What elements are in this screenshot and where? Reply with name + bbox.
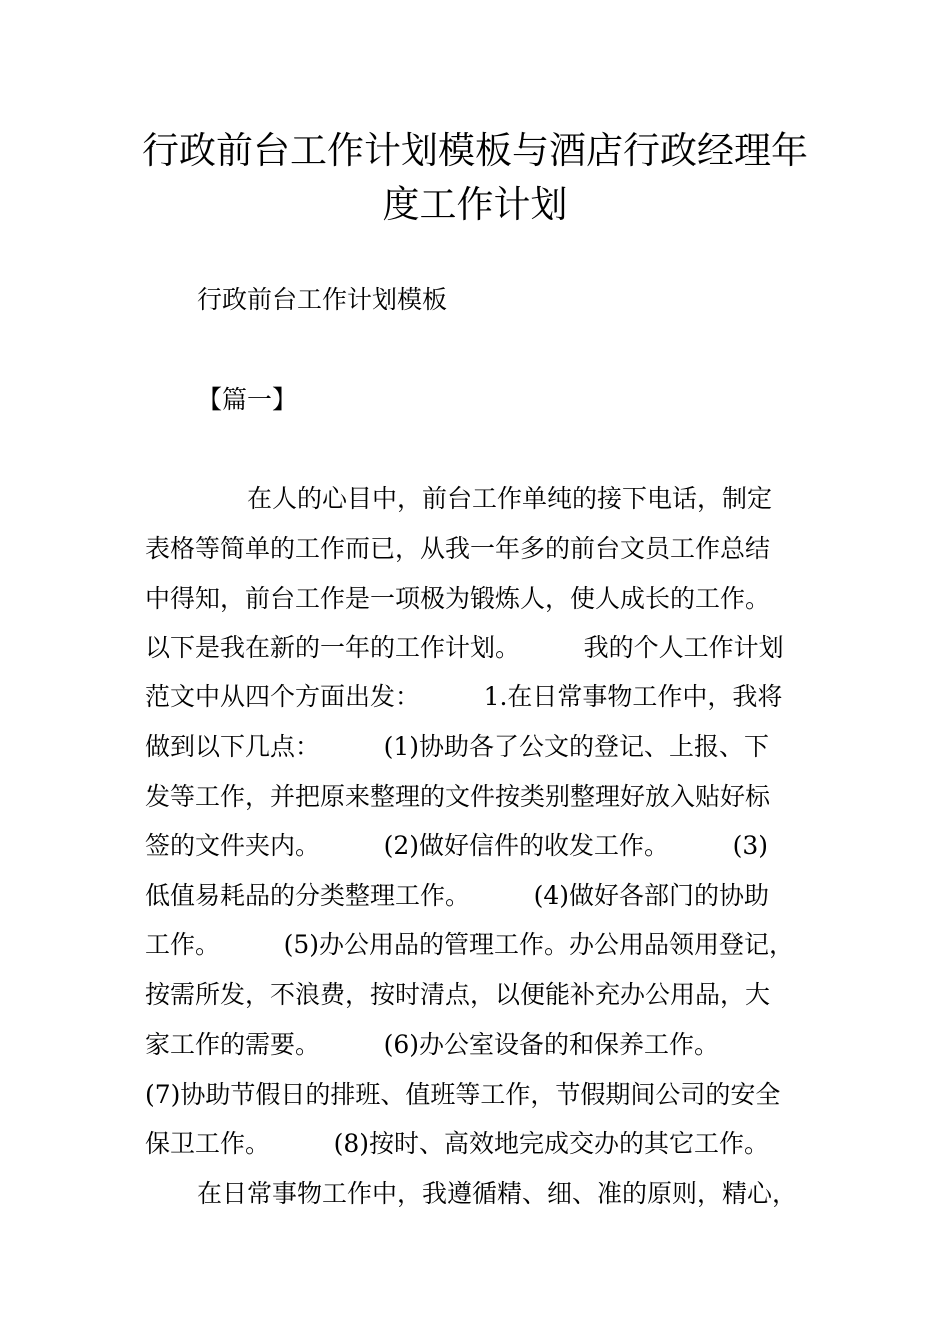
body-line: 签的文件夹内。 (2)做好信件的收发工作。 (3) — [145, 831, 768, 860]
body-line: 家工作的需要。 (6)办公室设备的和保养工作。 — [145, 1030, 719, 1059]
body-line: 范文中从四个方面出发： 1.在日常事物工作中，我将 — [145, 682, 783, 711]
document-title-line-2: 度工作计划 — [382, 183, 568, 226]
body-line: 做到以下几点： (1)协助各了公文的登记、上报、下 — [145, 732, 769, 761]
body-line: 表格等简单的工作而已，从我一年多的前台文员工作总结 — [145, 534, 771, 563]
body-line: 以下是我在新的一年的工作计划。 我的个人工作计划 — [145, 633, 784, 662]
section-label: 【篇一】 — [197, 385, 298, 414]
body-line: 在日常事物工作中，我遵循精、细、准的原则，精心， — [197, 1179, 798, 1208]
body-line: (7)协助节假日的排班、值班等工作，节假期间公司的安全 — [145, 1080, 781, 1109]
body-line: 发等工作，并把原来整理的文件按类别整理好放入贴好标 — [145, 782, 771, 811]
body-line: 按需所发，不浪费，按时清点，以便能补充办公用品，大 — [145, 980, 771, 1009]
document-title-line-1: 行政前台工作计划模板与酒店行政经理年 — [142, 129, 808, 172]
body-line: 低值易耗品的分类整理工作。 (4)做好各部门的协助 — [145, 881, 769, 910]
body-line: 中得知，前台工作是一项极为锻炼人，使人成长的工作。 — [145, 584, 771, 613]
body-line: 工作。 (5)办公用品的管理工作。办公用品领用登记， — [145, 930, 794, 959]
body-line: 在人的心目中，前台工作单纯的接下电话，制定 — [247, 484, 773, 513]
document-subtitle: 行政前台工作计划模板 — [197, 285, 448, 314]
body-line: 保卫工作。 (8)按时、高效地完成交办的其它工作。 — [145, 1129, 769, 1158]
